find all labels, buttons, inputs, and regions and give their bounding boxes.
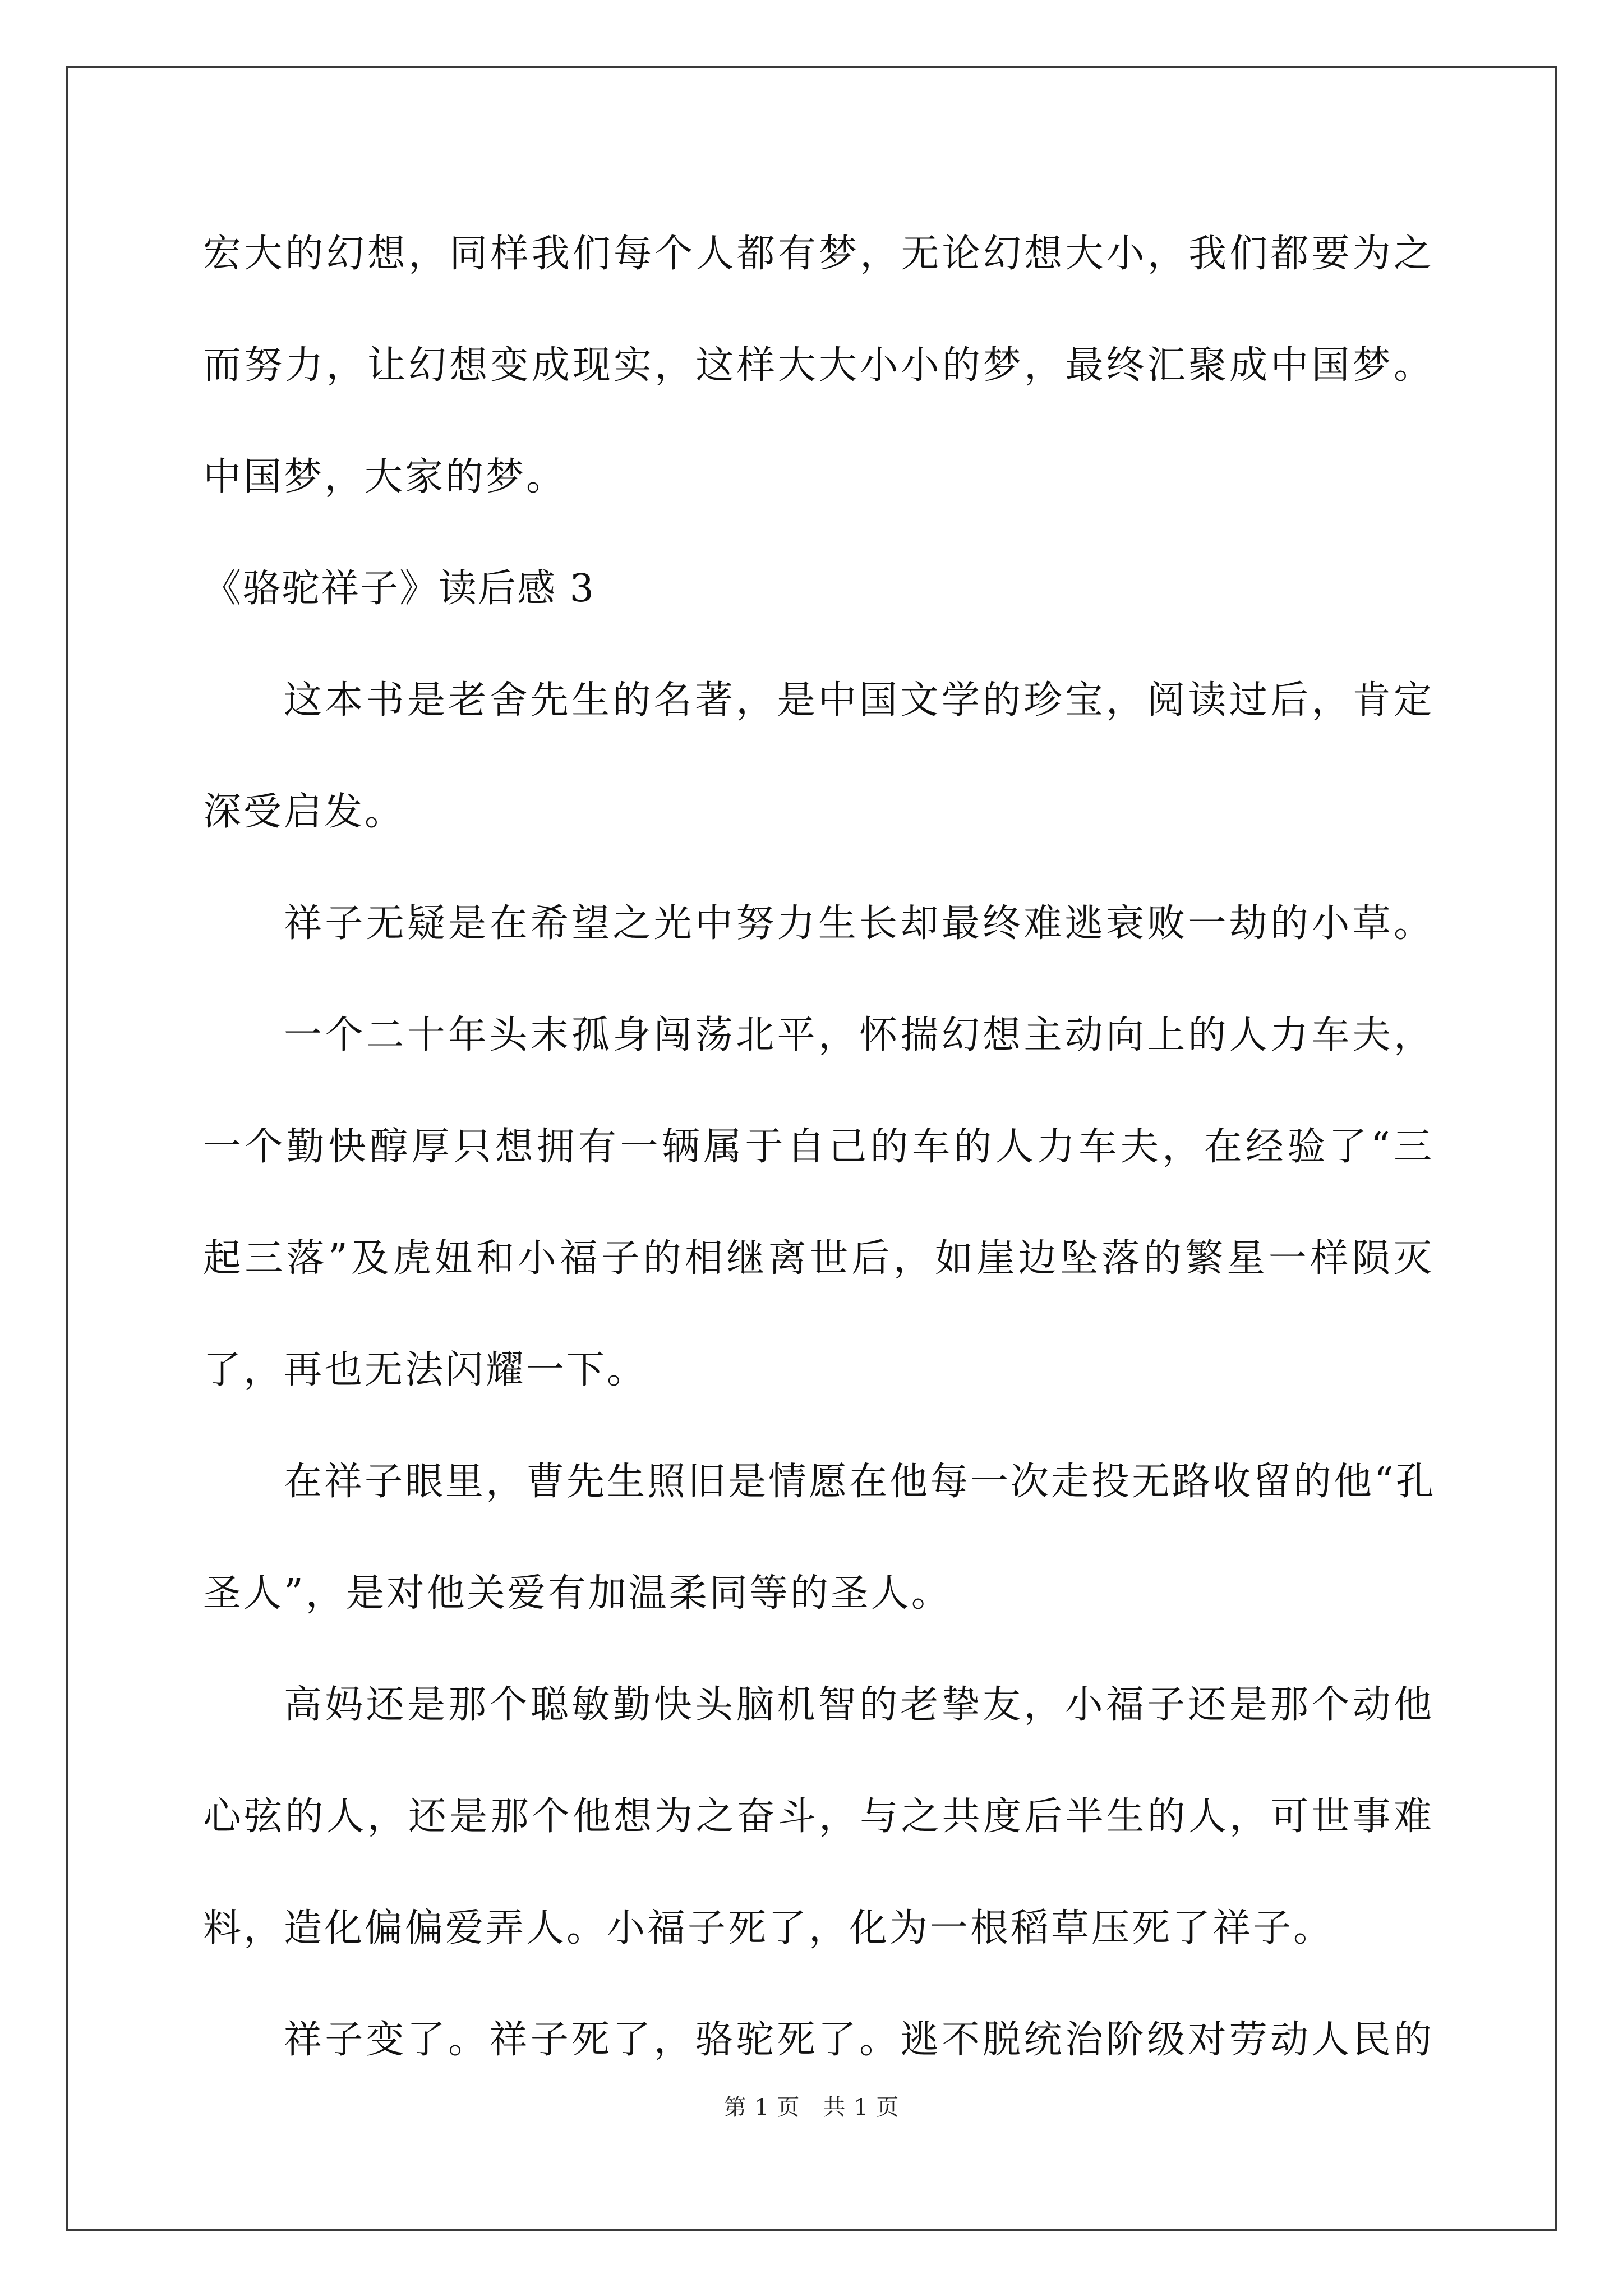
- page-number-footer: 第 1 页 共 1 页: [723, 2095, 900, 2120]
- text-line: 祥子无疑是在希望之光中努力生长却最终难逃衰败一劫的小草。: [284, 901, 1434, 946]
- text-line: 而努力，让幻想变成现实，这样大大小小的梦，最终汇聚成中国梦。: [203, 343, 1434, 388]
- text-line: 高妈还是那个聪敏勤快头脑机智的老挚友，小福子还是那个动他: [284, 1683, 1434, 1727]
- text-line: 一个勤快醇厚只想拥有一辆属于自己的车的人力车夫，在经验了“三: [203, 1125, 1434, 1169]
- text-line: 这本书是老舍先生的名著，是中国文学的珍宝，阅读过后，肯定: [284, 678, 1434, 723]
- text-line: 在祥子眼里，曹先生照旧是情愿在他每一次走投无路收留的他“孔: [284, 1460, 1436, 1504]
- text-line: 了，再也无法闪耀一下。: [203, 1348, 648, 1392]
- text-line: 深受启发。: [203, 790, 405, 834]
- text-line: 一个二十年头末孤身闯荡北平，怀揣幻想主动向上的人力车夫，: [284, 1013, 1434, 1057]
- text-line: 料，造化偏偏爱弄人。小福子死了，化为一根稻草压死了祥子。: [203, 1906, 1334, 1950]
- text-line: 祥子变了。祥子死了，骆驼死了。逃不脱统治阶级对劳动人民的: [284, 2018, 1434, 2062]
- text-line: 中国梦，大家的梦。: [203, 455, 567, 499]
- document-body: [203, 212, 1434, 2110]
- text-line: 圣人”，是对他关爱有加温柔同等的圣人。: [203, 1571, 952, 1616]
- text-line: 宏大的幻想，同样我们每个人都有梦，无论幻想大小，我们都要为之: [203, 232, 1434, 276]
- section-heading: 《骆驼祥子》读后感 3: [203, 567, 595, 611]
- text-line: 心弦的人，还是那个他想为之奋斗，与之共度后半生的人，可世事难: [203, 1795, 1434, 1839]
- text-line: 起三落”及虎妞和小福子的相继离世后，如崖边坠落的繁星一样陨灭: [203, 1236, 1434, 1281]
